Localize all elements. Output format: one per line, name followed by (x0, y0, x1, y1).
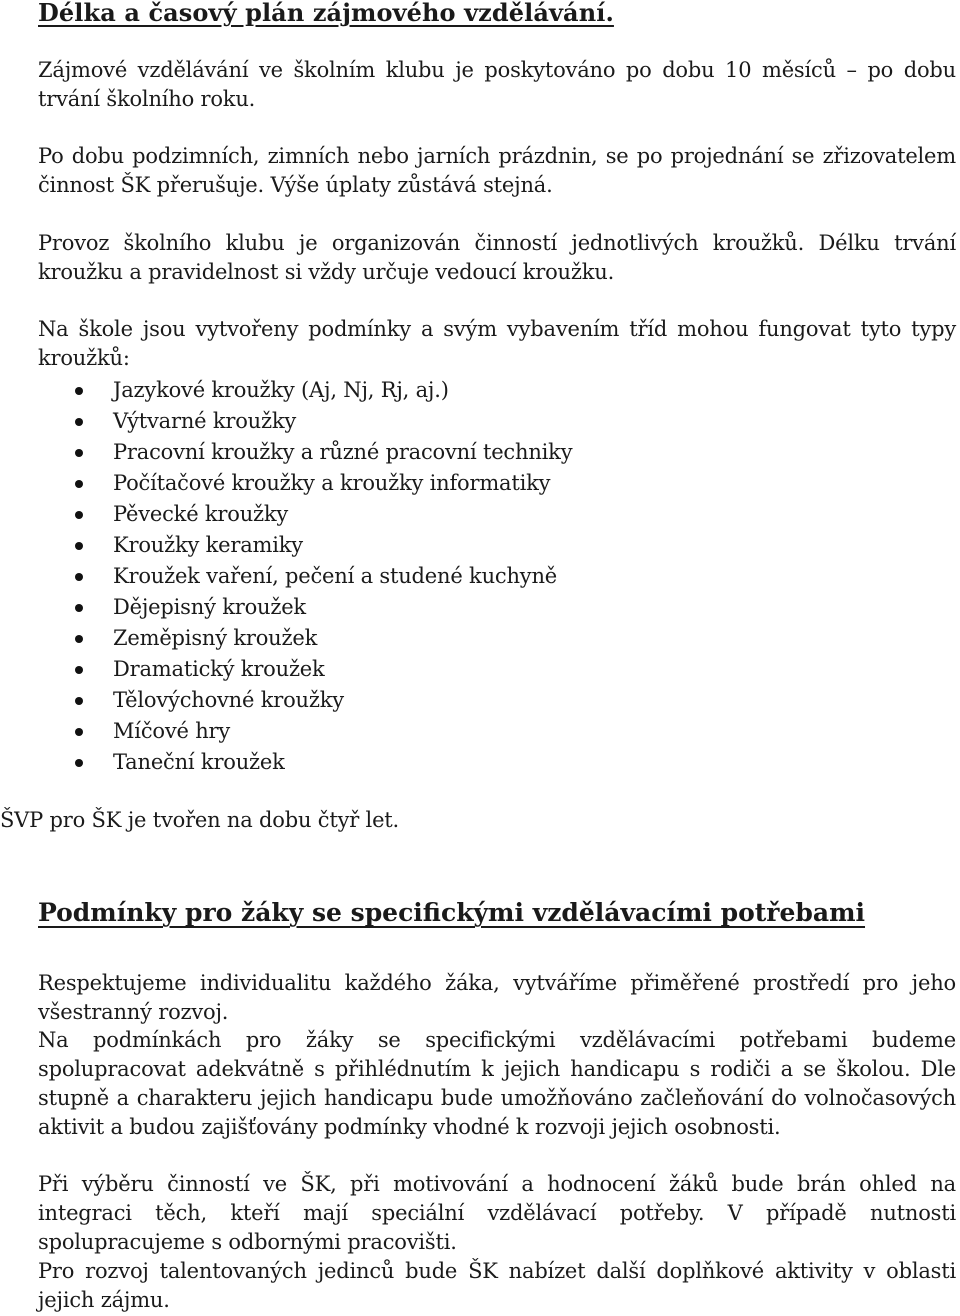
bullet-icon (75, 480, 83, 488)
paragraph-talented: Pro rozvoj talentovaných jedinců bude ŠK nabízet další doplňkové aktivity v oblasti jejich zájmu. (38, 1259, 956, 1312)
club-types-list (0, 375, 572, 778)
paragraph-holidays: Po dobu podzimních, zimních nebo jarních prázdnin, se po projednání se zřizovatelem činnost ŠK přerušuje. Výše úplaty zůstává stejná. (38, 144, 956, 197)
bullet-icon (75, 511, 83, 519)
bullet-icon (75, 449, 83, 457)
list-item: Kroužky keramiky (0, 530, 572, 561)
list-item: Tělovýchovné kroužky (0, 685, 572, 716)
section-heading-duration: Délka a časový plán zájmového vzdělávání. (38, 0, 614, 27)
list-item: Jazykové kroužky (Aj, Nj, Rj, aj.) (0, 375, 572, 406)
bullet-icon (75, 387, 83, 395)
bullet-icon (75, 635, 83, 643)
section-heading-special-needs: Podmínky pro žáky se specifickými vzdělávacími potřebami (38, 898, 866, 927)
list-item: Pracovní kroužky a různé pracovní techniky (0, 437, 572, 468)
bullet-icon (75, 573, 83, 581)
list-item: Dramatický kroužek (0, 654, 572, 685)
list-item: Kroužek vaření, pečení a studené kuchyně (0, 561, 572, 592)
paragraph-integration: Při výběru činností ve ŠK, při motivování a hodnocení žáků bude brán ohled na integraci těch, kteří mají speciální vzdělávací potřeby. V případě nutnosti spolupracujeme s odbornými pracovišti. (38, 1172, 956, 1254)
bullet-icon (75, 697, 83, 705)
bullet-icon (75, 604, 83, 612)
paragraph-club-types-intro: Na škole jsou vytvořeny podmínky a svým vybavením tříd mohou fungovat tyto typy kroužků: (38, 317, 956, 370)
paragraph-svp-duration: ŠVP pro ŠK je tvořen na dobu čtyř let. (0, 808, 400, 832)
bullet-icon (75, 759, 83, 767)
list-item: Zeměpisný kroužek (0, 623, 572, 654)
list-item: Výtvarné kroužky (0, 406, 572, 437)
list-item: Míčové hry (0, 716, 572, 747)
paragraph-individuality: Respektujeme individualitu každého žáka, vytváříme přiměřené prostředí pro jeho všestranný rozvoj. (38, 971, 956, 1024)
list-item: Dějepisný kroužek (0, 592, 572, 623)
bullet-icon (75, 542, 83, 550)
paragraph-cooperation: Na podmínkách pro žáky se specifickými vzdělávacími potřebami budeme spolupracovat adekvátně s přihlédnutím k jejich handicapu s rodiči a se školou. Dle stupně a charakteru jejich handicapu bude umožňováno začleňování do volnočasových aktivit a budou zajišťovány podmínky vhodné k rozvoji jejich osobnosti. (38, 1028, 956, 1139)
bullet-icon (75, 666, 83, 674)
list-item: Počítačové kroužky a kroužky informatiky (0, 468, 572, 499)
list-item: Pěvecké kroužky (0, 499, 572, 530)
list-item: Taneční kroužek (0, 747, 572, 778)
bullet-icon (75, 418, 83, 426)
paragraph-duration: Zájmové vzdělávání ve školním klubu je poskytováno po dobu 10 měsíců – po dobu trvání školního roku. (38, 58, 956, 111)
paragraph-club-operation: Provoz školního klubu je organizován činností jednotlivých kroužků. Délku trvání kroužku a pravidelnost si vždy určuje vedoucí kroužku. (38, 231, 956, 284)
bullet-icon (75, 728, 83, 736)
